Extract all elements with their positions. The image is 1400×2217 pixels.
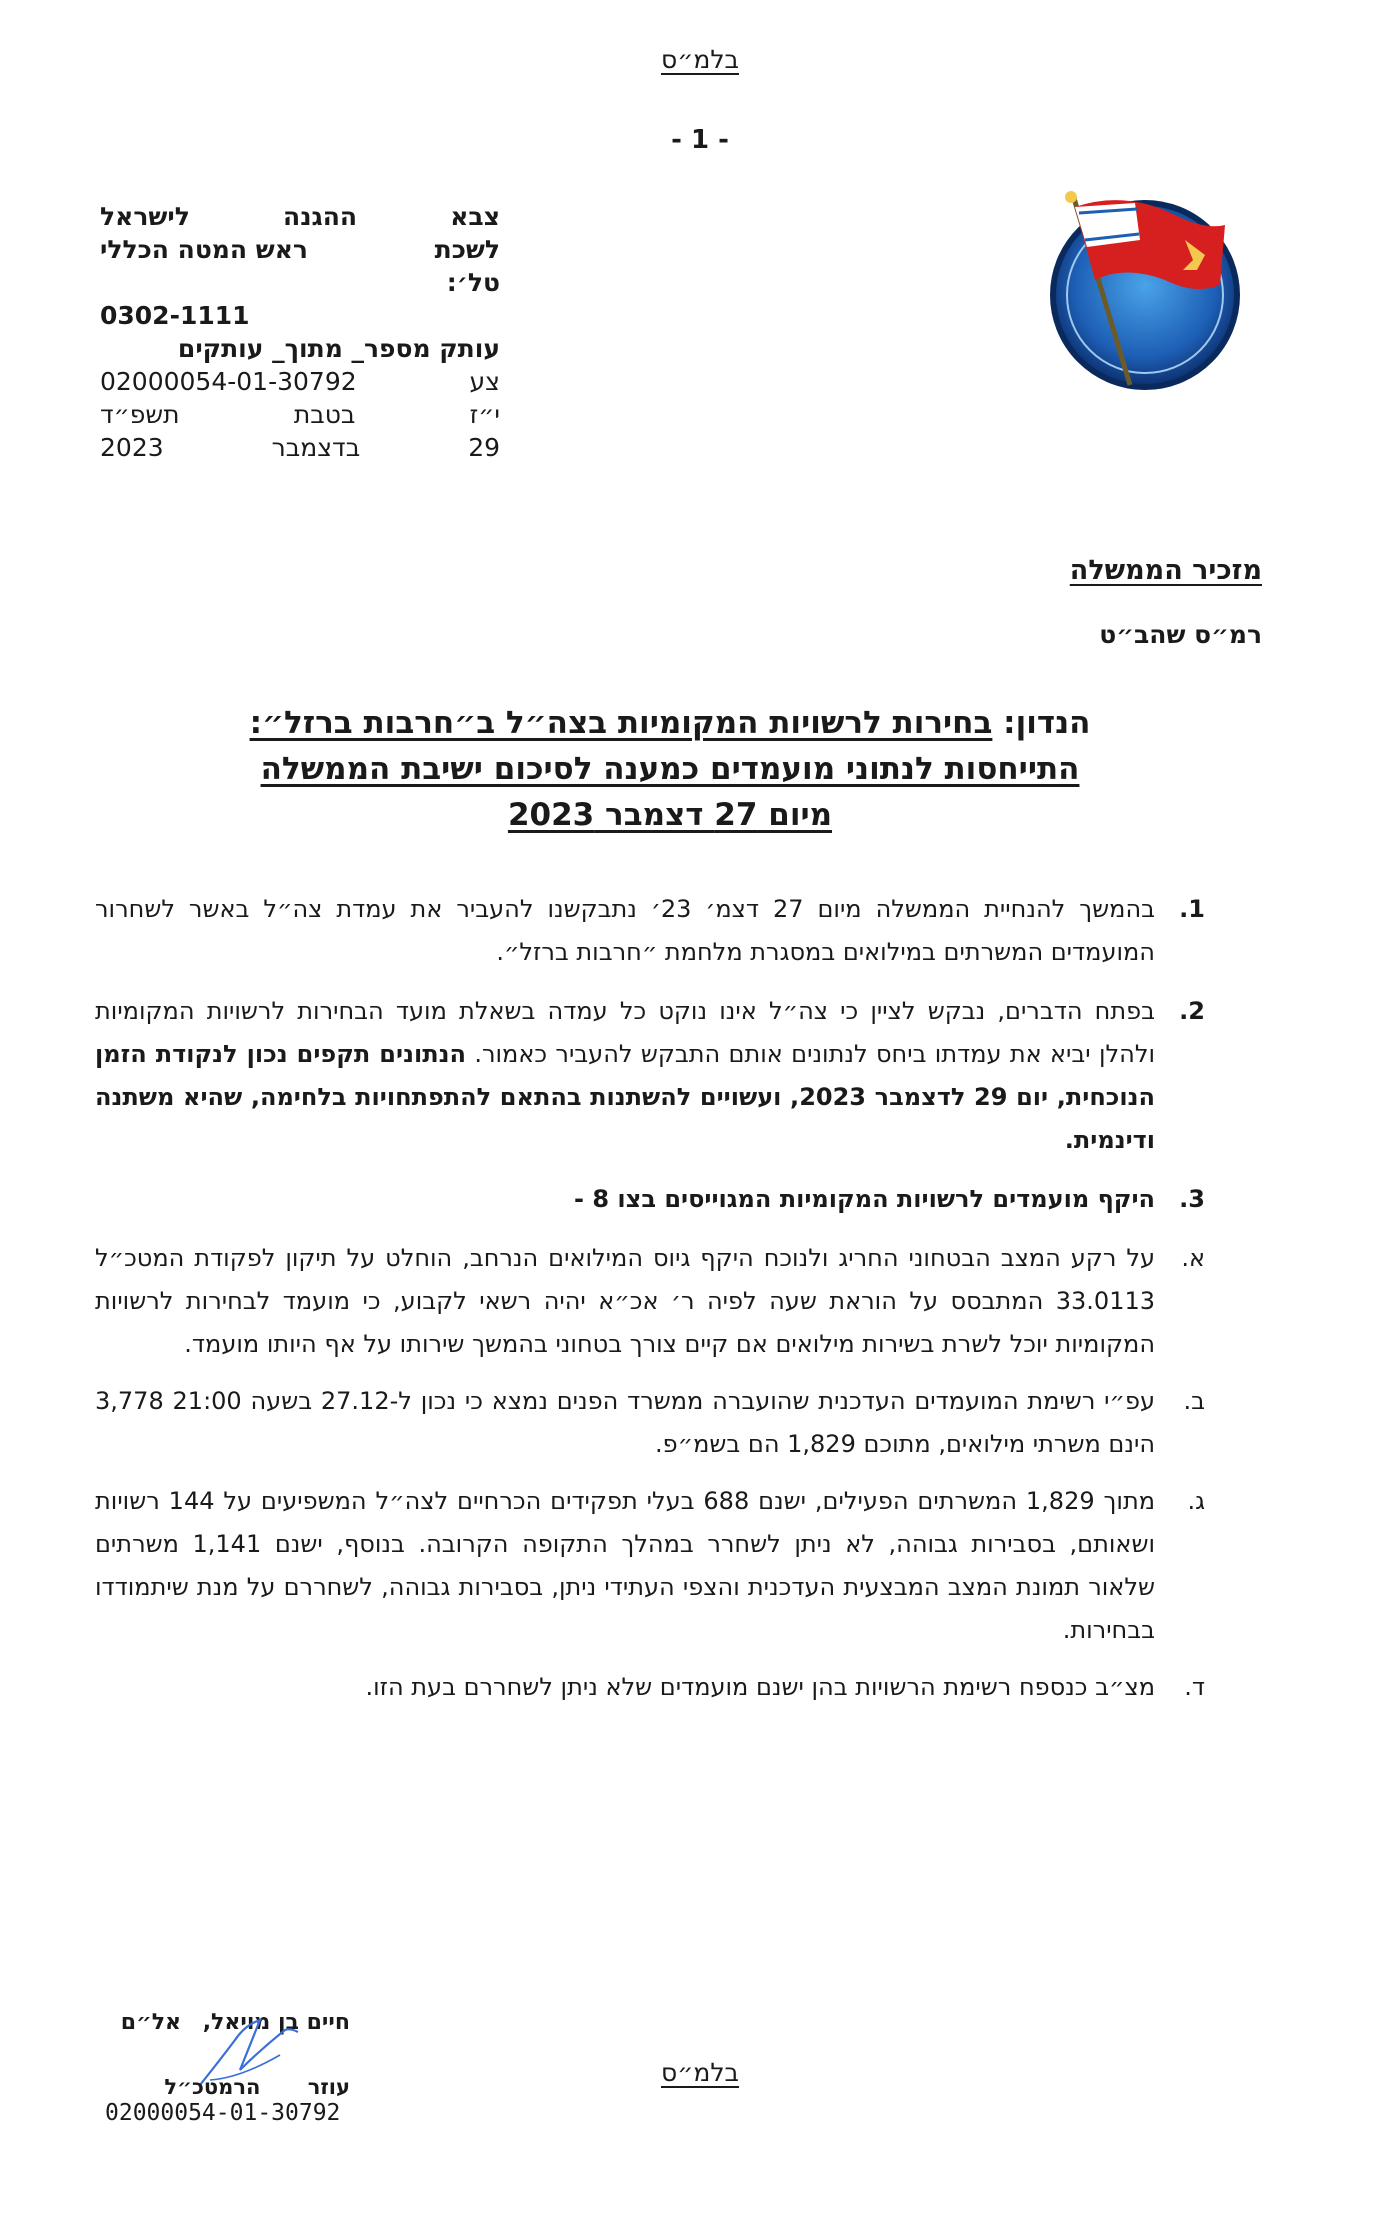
signatory-title-1: עוזר	[307, 2075, 350, 2099]
paragraph-number: 2.	[1179, 997, 1205, 1025]
sender-ref-label: צע	[469, 367, 500, 396]
sender-org3: לישראל	[100, 202, 190, 231]
subject-line-1: בחירות לרשויות המקומיות בצה״ל ב״חרבות ברזל״:	[249, 705, 993, 741]
classification-bottom: בלמ״ס	[661, 2058, 739, 2087]
paragraph-number: 3.	[1179, 1185, 1205, 1213]
subitem-a	[95, 1237, 1205, 1366]
paragraph-1	[95, 888, 1205, 974]
paragraph-2	[95, 990, 1205, 1162]
date-year: 2023	[100, 433, 164, 462]
sender-block	[100, 200, 500, 464]
subitem-mark: ד.	[1184, 1673, 1205, 1701]
subitem-mark: ב.	[1183, 1387, 1205, 1415]
sender-ref-number: 02000054-01-30792	[100, 367, 357, 396]
document-body	[95, 888, 1205, 1723]
date-hebrew-month: בטבת	[293, 400, 356, 429]
date-day: 29	[468, 433, 500, 462]
subject-block	[150, 700, 1190, 838]
subject-line-3: מיום 27 דצמבר 2023	[507, 797, 833, 833]
subitem-text: עפ״י רשימת המועמדים העדכנית שהועברה ממשרד הפנים נמצא כי נכון ל-27.12 בשעה 21:00 3,778 הינם משרתי מילואים, מתוכם 1,829 הם בשמ״פ.	[95, 1387, 1156, 1458]
classification-top: בלמ״ס	[661, 45, 739, 74]
paragraph-text-wrap	[95, 990, 1155, 1162]
paragraph-bold-text: הנתונים תקפים נכון לנקודת הזמן הנוכחית, יום 29 לדצמבר 2023, ועשויים להשתנות בהתאם להתפתחויות בלחימה, שהיא משתנה ודינמית.	[95, 1040, 1155, 1154]
paragraph-text: בפתח הדברים, נבקש לציין כי צה״ל אינו נוקט כל עמדה בשאלת מועד הבחירות לרשויות המקומיות ולהלן יביא את עמדתו ביחס לנתונים אותם התבקש להעביר כאמור.	[95, 997, 1156, 1068]
subitem-mark: א.	[1181, 1244, 1205, 1272]
paragraph-number: 1.	[1179, 895, 1205, 923]
subitem-mark: ג.	[1187, 1487, 1205, 1515]
date-month: בדצמבר	[271, 433, 361, 462]
subitem-c	[95, 1480, 1205, 1652]
sender-copy-line: עותק מספר_ מתוך_ עותקים	[177, 334, 500, 363]
idf-spokesperson-emblem	[1035, 185, 1255, 395]
sender-org2: ההגנה	[283, 202, 358, 231]
subitem-text: מצ״ב כנספח רשימת הרשויות בהן ישנם מועמדים שלא ניתן לשחררם בעת הזו.	[365, 1673, 1155, 1701]
signatory-title-2: הרמטכ״ל	[164, 2075, 261, 2099]
paragraph-text: היקף מועמדים לרשויות המקומיות המגוייסים בצו 8 -	[574, 1185, 1155, 1213]
paragraph-text: בהמשך להנחיית הממשלה מיום 27 דצמ׳ 23׳ נתבקשנו להעביר את עמדת צה״ל באשר לשחרור המועמדים המשרתים במילואים במסגרת מלחמת ״חרבות ברזל״.	[95, 895, 1156, 966]
subitem-text: מתוך 1,829 המשרתים הפעילים, ישנם 688 בעלי תפקידים הכרחיים לצה״ל המשפיעים על 144 רשויות ושאותם, בסבירות גבוהה, לא ניתן לשחרר במהלך התקופה הקרובה. בנוסף, ישנם 1,141 משרתים שלאור תמונת המצב המבצעית העדכנית והצפי העתידי ניתן, בסבירות גבוהה, לשחררם על מנת שיתמודדו בבחירות.	[95, 1487, 1156, 1644]
paragraph-3	[95, 1178, 1205, 1221]
date-hebrew-year: תשפ״ד	[100, 400, 180, 429]
subitem-d	[95, 1666, 1205, 1709]
addressee: מזכיר הממשלה	[1069, 555, 1262, 586]
page-number: - 1 -	[671, 125, 729, 155]
signature-ref-number: 02000054-01-30792	[105, 2100, 341, 2126]
sender-org1: צבא	[450, 202, 500, 231]
addressee-2: רמ״ס שהב״ט	[1099, 620, 1262, 649]
sender-office2: ראש המטה הכללי	[100, 235, 308, 264]
sender-office1: לשכת	[434, 235, 500, 264]
subitem-text: על רקע המצב הבטחוני החריג ולנוכח היקף גיוס המילואים הנרחב, הוחלט על תיקון לפקודת המטכ״ל 33.0113 המתבסס על הוראת שעה לפיה ר׳ אכ״א יהיה רשאי לקבוע, כי מועמד לבחירות לרשויות המקומיות יוכל לשרת בשירות מילואים אם קיים צורך בטחוני בהמשך שירותו על אף היותו מועמד.	[95, 1244, 1155, 1358]
subject-line-2: התייחסות לנתוני מועמדים כמענה לסיכום ישיבת הממשלה	[260, 751, 1080, 787]
date-hebrew-day: י״ז	[469, 400, 500, 429]
subject-label: הנדון:	[1003, 705, 1091, 741]
sender-phone-label: טל׳:	[446, 268, 500, 297]
signatory-rank: אל״ם	[120, 2010, 182, 2035]
sender-phone: 0302-1111	[100, 301, 250, 330]
subitem-b	[95, 1380, 1205, 1466]
signatory-name: חיים בן מויאל,	[202, 2010, 350, 2035]
